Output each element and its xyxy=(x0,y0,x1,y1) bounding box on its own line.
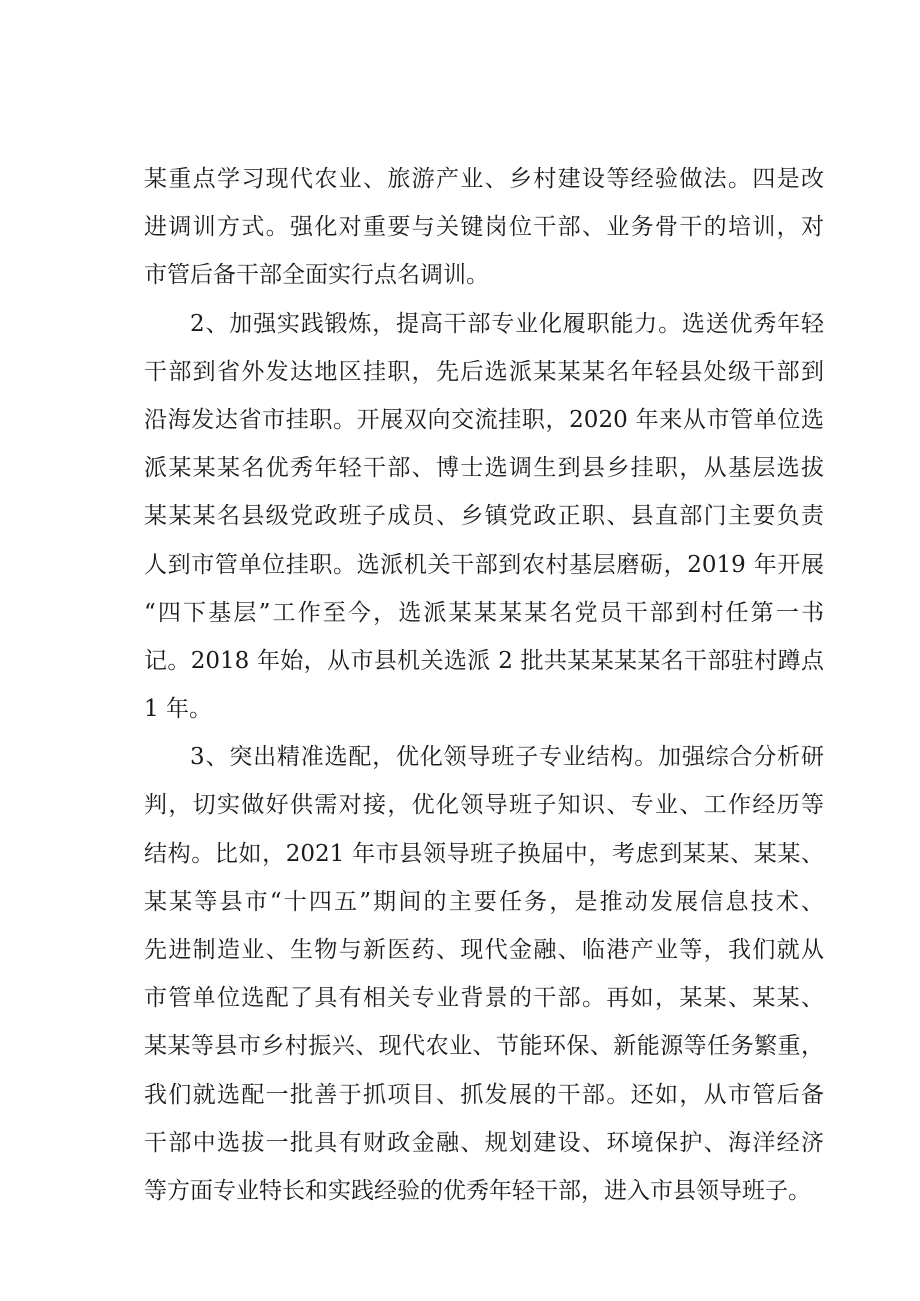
text-line: 干部中选拔一批具有财政金融、规划建设、环境保护、海洋经济 xyxy=(144,1129,824,1156)
text-line: 市管单位选配了具有相关专业背景的干部。再如，某某、某某、 xyxy=(144,985,824,1012)
text-line: 结构。比如，2021 年市县领导班子换届中，考虑到某某、某某、 xyxy=(144,840,824,867)
text-line: 判，切实做好供需对接，优化领导班子知识、专业、工作经历等 xyxy=(144,792,824,819)
text-line: 人到市管单位挂职。选派机关干部到农村基层磨砺，2019 年开展 xyxy=(144,551,824,578)
text-line: 干部到省外发达地区挂职，先后选派某某某名年轻县处级干部到 xyxy=(144,358,824,385)
text-line: 某某等县市“十四五”期间的主要任务，是推动发展信息技术、 xyxy=(144,888,824,915)
paragraph-3-precise-selection xyxy=(144,733,824,1215)
text-line: 某重点学习现代农业、旅游产业、乡村建设等经验做法。四是改 xyxy=(144,166,824,192)
text-line: 我们就选配一批善于抓项目、抓发展的干部。还如，从市管后备 xyxy=(144,1081,824,1108)
text-line: 1 年。 xyxy=(144,696,212,723)
text-line: 等方面专业特长和实践经验的优秀年轻干部，进入市县领导班子。 xyxy=(144,1177,811,1204)
text-line: 进调训方式。强化对重要与关键岗位干部、业务骨干的培训，对 xyxy=(144,214,824,241)
text-line: 某某等县市乡村振兴、现代农业、节能环保、新能源等任务繁重， xyxy=(144,1033,824,1060)
paragraph-intro-continuation xyxy=(144,155,824,300)
document-body xyxy=(144,155,824,1215)
text-line: 先进制造业、生物与新医药、现代金融、临港产业等，我们就从 xyxy=(144,937,824,963)
text-line: 2、加强实践锻炼，提高干部专业化履职能力。选送优秀年轻 xyxy=(190,310,824,337)
text-line: 某某某名县级党政班子成员、乡镇党政正职、县直部门主要负责 xyxy=(144,503,824,530)
text-line: 沿海发达省市挂职。开展双向交流挂职，2020 年来从市管单位选 xyxy=(144,406,824,433)
text-line: 市管后备干部全面实行点名调训。 xyxy=(144,262,489,289)
text-line: “四下基层”工作至今，选派某某某某名党员干部到村任第一书 xyxy=(144,599,824,626)
text-line: 3、突出精准选配，优化领导班子专业结构。加强综合分析研 xyxy=(190,744,824,771)
text-line: 派某某某名优秀年轻干部、博士选调生到县乡挂职，从基层选拔 xyxy=(144,455,824,482)
paragraph-2-practice-training xyxy=(144,300,824,734)
text-line: 记。2018 年始，从市县机关选派 2 批共某某某某名干部驻村蹲点 xyxy=(144,647,824,674)
